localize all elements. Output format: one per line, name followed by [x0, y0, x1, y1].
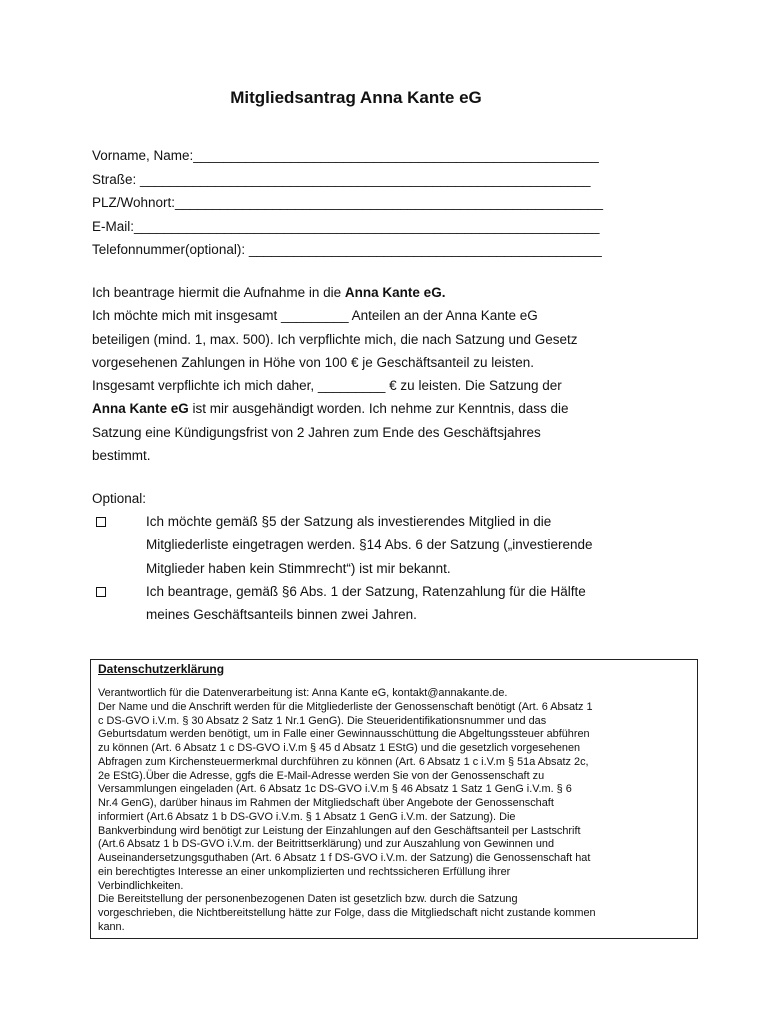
application-text: Ich beantrage hiermit die Aufnahme in die	[92, 285, 345, 300]
page-title: Mitgliedsantrag Anna Kante eG	[230, 88, 482, 107]
application-line	[92, 281, 652, 304]
privacy-line: Auseinandersetzungsguthaben (Art. 6 Absatz 1 f DS-GVO i.V.m. der Satzung) die Genossenschaft hat	[98, 852, 591, 864]
option-text	[146, 510, 666, 580]
shares-line[interactable]: Ich möchte mich mit insgesamt _________ Anteilen an der Anna Kante eG	[92, 308, 538, 324]
privacy-line: Abfragen zum Kirchensteuermerkmal durchführen zu können (Art. 6 Absatz 1 c i.V.m § 51a Absatz 2c,	[98, 755, 589, 768]
option-line: meines Geschäftsanteils binnen zwei Jahren.	[146, 607, 417, 623]
checkbox-installment-payment[interactable]	[96, 587, 106, 597]
checkbox-investing-member[interactable]	[96, 517, 106, 527]
privacy-line: Nr.4 GenG), darüber hinaus im Rahmen der Mitgliedschaft über Angebote der Genossenschaft	[98, 797, 554, 809]
privacy-line: (Art.6 Absatz 1 b DS-GVO i.V.m. der Beitrittserklärung) und zur Auszahlung von Gewinnen und	[98, 838, 555, 851]
email-field[interactable]: E-Mail:______________________________________________________________	[92, 218, 600, 234]
privacy-line: Geburtsdatum werden benötigt, um in Falle einer Gewinnausschüttung die Abgeltungssteuer abführen	[98, 728, 590, 741]
privacy-text	[98, 687, 691, 935]
privacy-line: informiert (Art.6 Absatz 1 b DS-GVO i.V.m. § 1 Absatz 1 GenG i.V.m. der Satzung). Die	[98, 810, 516, 823]
privacy-line: Versammlungen eingeladen (Art. 6 Absatz 1c DS-GVO i.V.m § 46 Absatz 1 Satz 1 GenG i.V.m. § 6	[98, 783, 572, 796]
personal-data-fields	[92, 144, 603, 262]
option-line: Mitgliederliste eingetragen werden. §14 Abs. 6 der Satzung („investierende	[146, 537, 593, 553]
privacy-line: vorgeschrieben, die Nichtbereitstellung hätte zur Folge, dass die Mitgliedschaft nicht zustande kommen	[98, 907, 596, 919]
option-line: Ich beantrage, gemäß §6 Abs. 1 der Satzung, Ratenzahlung für die Hälfte	[146, 584, 586, 599]
privacy-line: c DS-GVO i.V.m. § 30 Absatz 2 Satz 1 Nr.1 GenG). Die Steueridentifikationsnummer und das	[98, 714, 547, 727]
privacy-line: zu können (Art. 6 Absatz 1 c DS-GVO i.V.m § 45 d Absatz 1 EStG) und die gesetzlich vorgesehenen	[98, 742, 581, 754]
privacy-line: Verbindlichkeiten.	[98, 879, 184, 892]
option-line: Ich möchte gemäß §5 der Satzung als investierendes Mitglied in die	[146, 514, 552, 529]
privacy-title: Datenschutzerklärung	[98, 662, 225, 676]
application-line: beteiligen (mind. 1, max. 500). Ich verpflichte mich, die nach Satzung und Gesetz	[92, 331, 578, 347]
privacy-line: ein berechtigtes Interesse an einer unkomplizierten und rechtssicheren Erfüllung ihrer	[98, 865, 511, 878]
street-field[interactable]: Straße: ____________________________________________________________	[92, 171, 591, 187]
application-paragraph	[92, 281, 652, 467]
name-field[interactable]: Vorname, Name:______________________________________________________	[92, 148, 599, 163]
cooperative-name: Anna Kante eG	[92, 401, 189, 417]
application-line	[92, 397, 652, 420]
privacy-line: Bankverbindung wird benötigt zur Leistung der Einzahlungen auf den Geschäftsanteil per Lastschrift	[98, 824, 581, 837]
privacy-statement-box	[90, 659, 698, 939]
optional-label: Optional:	[92, 491, 147, 506]
application-line: Satzung eine Kündigungsfrist von 2 Jahren zum Ende des Geschäftsjahres	[92, 424, 541, 440]
privacy-line: kann.	[98, 920, 125, 933]
application-line: vorgesehenen Zahlungen in Höhe von 100 € je Geschäftsanteil zu leisten.	[92, 354, 535, 370]
phone-field[interactable]: Telefonnummer(optional): _______________________________________________	[92, 242, 602, 257]
cooperative-name: Anna Kante eG.	[344, 285, 446, 300]
zip-city-field[interactable]: PLZ/Wohnort:_________________________________________________________	[92, 195, 603, 210]
privacy-line: Die Bereitstellung der personenbezogenen Daten ist gesetzlich bzw. durch die Satzung	[98, 893, 518, 906]
privacy-line: 2e EStG).Über die Adresse, ggfs die E-Mail-Adresse werden Sie von der Genossenschaft zu	[98, 769, 545, 782]
privacy-line: Der Name und die Anschrift werden für die Mitgliederliste der Genossenschaft benötigt (Art. 6 Absatz 1	[98, 700, 593, 713]
option-line: Mitglieder haben kein Stimmrecht“) ist mir bekannt.	[146, 560, 451, 576]
application-text: ist mir ausgehändigt worden. Ich nehme zur Kenntnis, dass die	[188, 401, 569, 417]
option-text	[146, 580, 666, 627]
application-line: bestimmt.	[92, 448, 151, 464]
privacy-line: Verantwortlich für die Datenverarbeitung ist: Anna Kante eG, kontakt@annakante.de.	[98, 687, 508, 699]
amount-line[interactable]: Insgesamt verpflichte ich mich daher, _________ € zu leisten. Die Satzung der	[92, 378, 562, 394]
